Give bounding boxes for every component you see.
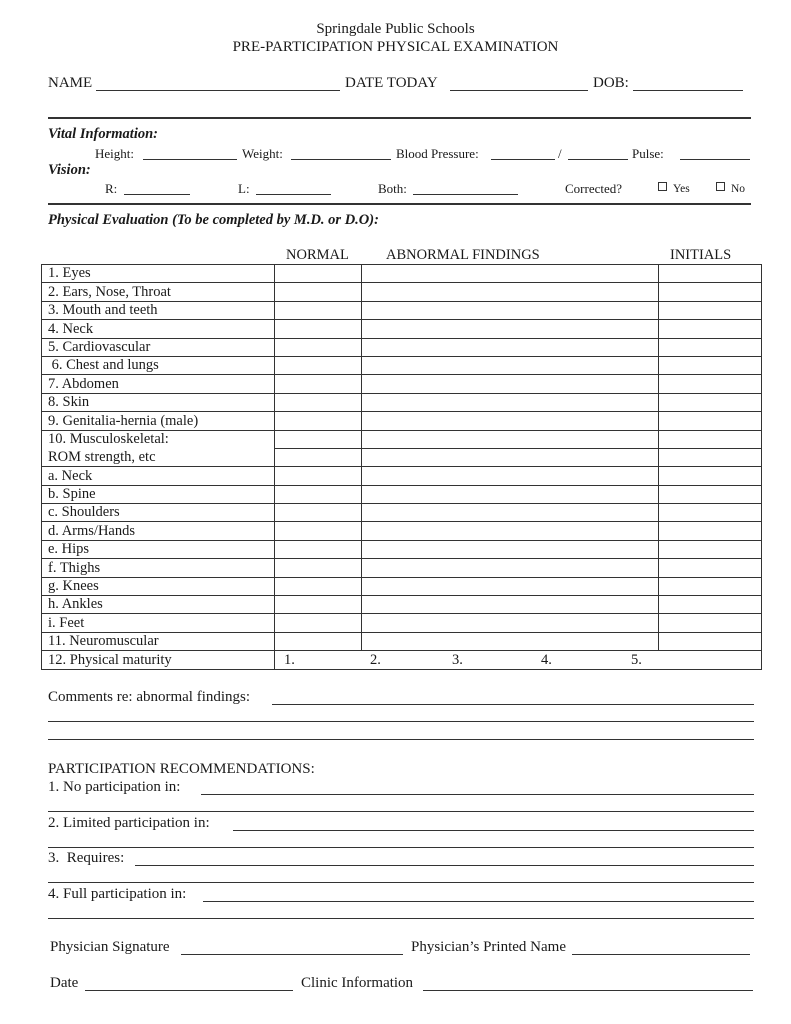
name-field[interactable]: [96, 90, 340, 91]
no-label: No: [731, 183, 746, 195]
name-label: NAME: [48, 75, 93, 91]
initials-cell[interactable]: [659, 485, 762, 503]
table-row: [42, 338, 762, 356]
table-row: [42, 504, 762, 522]
item-label: 3. Mouth and teeth: [42, 301, 275, 319]
table-row: [42, 540, 762, 558]
initials-cell[interactable]: [659, 467, 762, 485]
initials-cell[interactable]: [659, 356, 762, 374]
initials-cell[interactable]: [659, 412, 762, 430]
item-label: a. Neck: [42, 467, 275, 485]
maturity-option-5[interactable]: 5.: [631, 652, 642, 668]
date-today-label: DATE TODAY: [345, 75, 438, 91]
table-row: [42, 393, 762, 411]
bp-slash: /: [558, 146, 562, 161]
initials-cell[interactable]: [659, 375, 762, 393]
full-participation-field-line2[interactable]: [48, 918, 754, 919]
corrected-label: Corrected?: [565, 181, 623, 196]
col-initials-header: INITIALS: [670, 247, 732, 263]
comments-field-line2[interactable]: [48, 721, 754, 722]
normal-cell[interactable]: [275, 504, 362, 522]
item-label: 1. Eyes: [42, 265, 275, 283]
table-row: [42, 559, 762, 577]
section-divider: [48, 117, 751, 119]
normal-cell[interactable]: [275, 283, 362, 301]
normal-cell[interactable]: [275, 393, 362, 411]
item-label: b. Spine: [42, 485, 275, 503]
abnormal-cell[interactable]: [362, 559, 659, 577]
item-label: c. Shoulders: [42, 504, 275, 522]
weight-label: Weight:: [242, 146, 283, 161]
maturity-option-2[interactable]: 2.: [370, 652, 381, 668]
initials-cell[interactable]: [659, 614, 762, 632]
abnormal-cell[interactable]: [362, 301, 659, 319]
normal-cell[interactable]: [275, 320, 362, 338]
item-label: 10. Musculoskeletal:: [42, 430, 275, 448]
item-label: i. Feet: [42, 614, 275, 632]
height-label: Height:: [95, 146, 134, 161]
corrected-no-option[interactable]: [716, 182, 745, 196]
normal-cell[interactable]: [275, 301, 362, 319]
full-participation-field[interactable]: [203, 901, 754, 902]
normal-cell[interactable]: [275, 448, 362, 466]
normal-cell[interactable]: [275, 356, 362, 374]
initials-cell[interactable]: [659, 577, 762, 595]
item-label: d. Arms/Hands: [42, 522, 275, 540]
initials-cell[interactable]: [659, 504, 762, 522]
normal-cell[interactable]: [275, 540, 362, 558]
dob-label: DOB:: [593, 75, 629, 91]
table-row: [42, 448, 762, 466]
item-label: e. Hips: [42, 540, 275, 558]
yes-checkbox[interactable]: [658, 182, 667, 191]
date-field[interactable]: [85, 990, 293, 991]
requires-label: 3. Requires:: [48, 850, 125, 866]
maturity-option-4[interactable]: 4.: [541, 652, 552, 668]
abnormal-cell[interactable]: [362, 504, 659, 522]
table-row: [42, 467, 762, 485]
printed-name-label: Physician’s Printed Name: [411, 939, 566, 955]
vision-both-label: Both:: [378, 181, 407, 196]
abnormal-cell[interactable]: [362, 338, 659, 356]
systolic-field[interactable]: [491, 159, 555, 160]
normal-cell[interactable]: [275, 265, 362, 283]
physician-signature-field[interactable]: [181, 954, 403, 955]
exam-table: [41, 264, 762, 670]
limited-participation-field-line2[interactable]: [48, 847, 754, 848]
limited-participation-field[interactable]: [233, 830, 754, 831]
diastolic-field[interactable]: [568, 159, 628, 160]
item-label: 7. Abdomen: [42, 375, 275, 393]
no-checkbox[interactable]: [716, 182, 725, 191]
yes-label: Yes: [673, 183, 690, 195]
item-label: ROM strength, etc: [42, 448, 275, 466]
normal-cell[interactable]: [275, 485, 362, 503]
comments-field-line3[interactable]: [48, 739, 754, 740]
abnormal-cell[interactable]: [362, 540, 659, 558]
pulse-label: Pulse:: [632, 146, 664, 161]
normal-cell[interactable]: [275, 412, 362, 430]
table-row: [42, 632, 762, 650]
vision-right-field[interactable]: [124, 194, 190, 195]
initials-cell[interactable]: [659, 448, 762, 466]
normal-cell[interactable]: [275, 596, 362, 614]
table-row: [42, 412, 762, 430]
abnormal-cell[interactable]: [362, 412, 659, 430]
corrected-yes-option[interactable]: [658, 182, 690, 196]
initials-cell[interactable]: [659, 632, 762, 650]
abnormal-cell[interactable]: [362, 393, 659, 411]
requires-field[interactable]: [135, 865, 754, 866]
table-row: [42, 577, 762, 595]
table-row: [42, 614, 762, 632]
col-abnormal-header: ABNORMAL FINDINGS: [386, 247, 540, 263]
initials-cell[interactable]: [659, 283, 762, 301]
abnormal-cell[interactable]: [362, 356, 659, 374]
abnormal-cell[interactable]: [362, 614, 659, 632]
item-label: 2. Ears, Nose, Throat: [42, 283, 275, 301]
initials-cell[interactable]: [659, 265, 762, 283]
date-label: Date: [50, 975, 79, 991]
normal-cell[interactable]: [275, 430, 362, 448]
physical-heading: Physical Evaluation (To be completed by M.D. or D.O):: [48, 212, 379, 228]
abnormal-cell[interactable]: [362, 485, 659, 503]
abnormal-cell[interactable]: [362, 467, 659, 485]
vision-both-field[interactable]: [413, 194, 518, 195]
normal-cell[interactable]: [275, 522, 362, 540]
abnormal-cell[interactable]: [362, 577, 659, 595]
height-field[interactable]: [143, 159, 237, 160]
vital-heading: Vital Information:: [48, 126, 158, 142]
table-row: [42, 356, 762, 374]
initials-cell[interactable]: [659, 522, 762, 540]
normal-cell[interactable]: [275, 375, 362, 393]
normal-cell[interactable]: [275, 467, 362, 485]
requires-field-line2[interactable]: [48, 882, 754, 883]
section-divider-2: [48, 203, 751, 205]
item-label: h. Ankles: [42, 596, 275, 614]
abnormal-cell[interactable]: [362, 632, 659, 650]
item-label: 4. Neck: [42, 320, 275, 338]
recommendations-heading: PARTICIPATION RECOMMENDATIONS:: [48, 761, 315, 777]
initials-cell[interactable]: [659, 559, 762, 577]
no-participation-field-line2[interactable]: [48, 811, 754, 812]
initials-cell[interactable]: [659, 393, 762, 411]
table-row: [42, 320, 762, 338]
abnormal-cell[interactable]: [362, 430, 659, 448]
item-label: 9. Genitalia-hernia (male): [42, 412, 275, 430]
limited-participation-label: 2. Limited participation in:: [48, 815, 210, 831]
no-participation-label: 1. No participation in:: [48, 779, 181, 795]
abnormal-cell[interactable]: [362, 522, 659, 540]
table-row: [42, 265, 762, 283]
blood-pressure-label: Blood Pressure:: [396, 146, 479, 161]
initials-cell[interactable]: [659, 596, 762, 614]
normal-cell[interactable]: [275, 632, 362, 650]
full-participation-label: 4. Full participation in:: [48, 886, 187, 902]
item-label: 12. Physical maturity: [42, 651, 275, 669]
initials-cell[interactable]: [659, 301, 762, 319]
printed-name-field[interactable]: [572, 954, 750, 955]
table-row: [42, 522, 762, 540]
table-row: [42, 596, 762, 614]
normal-cell[interactable]: [275, 338, 362, 356]
item-label: 5. Cardiovascular: [42, 338, 275, 356]
abnormal-cell[interactable]: [362, 596, 659, 614]
dob-field[interactable]: [633, 90, 743, 91]
vision-heading: Vision:: [48, 162, 91, 178]
initials-cell[interactable]: [659, 540, 762, 558]
table-row-maturity: [42, 651, 762, 669]
weight-field[interactable]: [291, 159, 391, 160]
form-title: PRE-PARTICIPATION PHYSICAL EXAMINATION: [232, 39, 559, 55]
clinic-information-label: Clinic Information: [301, 975, 414, 991]
comments-label: Comments re: abnormal findings:: [48, 689, 251, 705]
initials-cell[interactable]: [659, 338, 762, 356]
comments-field[interactable]: [272, 704, 754, 705]
normal-cell[interactable]: [275, 614, 362, 632]
item-label: g. Knees: [42, 577, 275, 595]
table-row: [42, 375, 762, 393]
abnormal-cell[interactable]: [362, 283, 659, 301]
date-today-field[interactable]: [450, 90, 588, 91]
item-label: f. Thighs: [42, 559, 275, 577]
abnormal-cell[interactable]: [362, 265, 659, 283]
item-label: 6. Chest and lungs: [42, 356, 275, 374]
vision-left-label: L:: [238, 181, 250, 196]
table-row: [42, 430, 762, 448]
col-normal-header: NORMAL: [286, 247, 349, 263]
table-row: [42, 283, 762, 301]
maturity-option-3[interactable]: 3.: [452, 652, 463, 668]
maturity-option-1[interactable]: 1.: [284, 652, 295, 668]
abnormal-cell[interactable]: [362, 448, 659, 466]
table-row: [42, 301, 762, 319]
vision-right-label: R:: [105, 181, 118, 196]
item-label: 11. Neuromuscular: [42, 632, 275, 650]
abnormal-cell[interactable]: [362, 375, 659, 393]
clinic-information-field[interactable]: [423, 990, 753, 991]
normal-cell[interactable]: [275, 577, 362, 595]
table-row: [42, 485, 762, 503]
item-label: 8. Skin: [42, 393, 275, 411]
vision-left-field[interactable]: [256, 194, 331, 195]
school-name: Springdale Public Schools: [316, 21, 475, 37]
pulse-field[interactable]: [680, 159, 750, 160]
initials-cell[interactable]: [659, 320, 762, 338]
physician-signature-label: Physician Signature: [50, 939, 170, 955]
abnormal-cell[interactable]: [362, 320, 659, 338]
normal-cell[interactable]: [275, 559, 362, 577]
no-participation-field[interactable]: [201, 794, 754, 795]
maturity-scale-cell[interactable]: [275, 651, 762, 669]
initials-cell[interactable]: [659, 430, 762, 448]
